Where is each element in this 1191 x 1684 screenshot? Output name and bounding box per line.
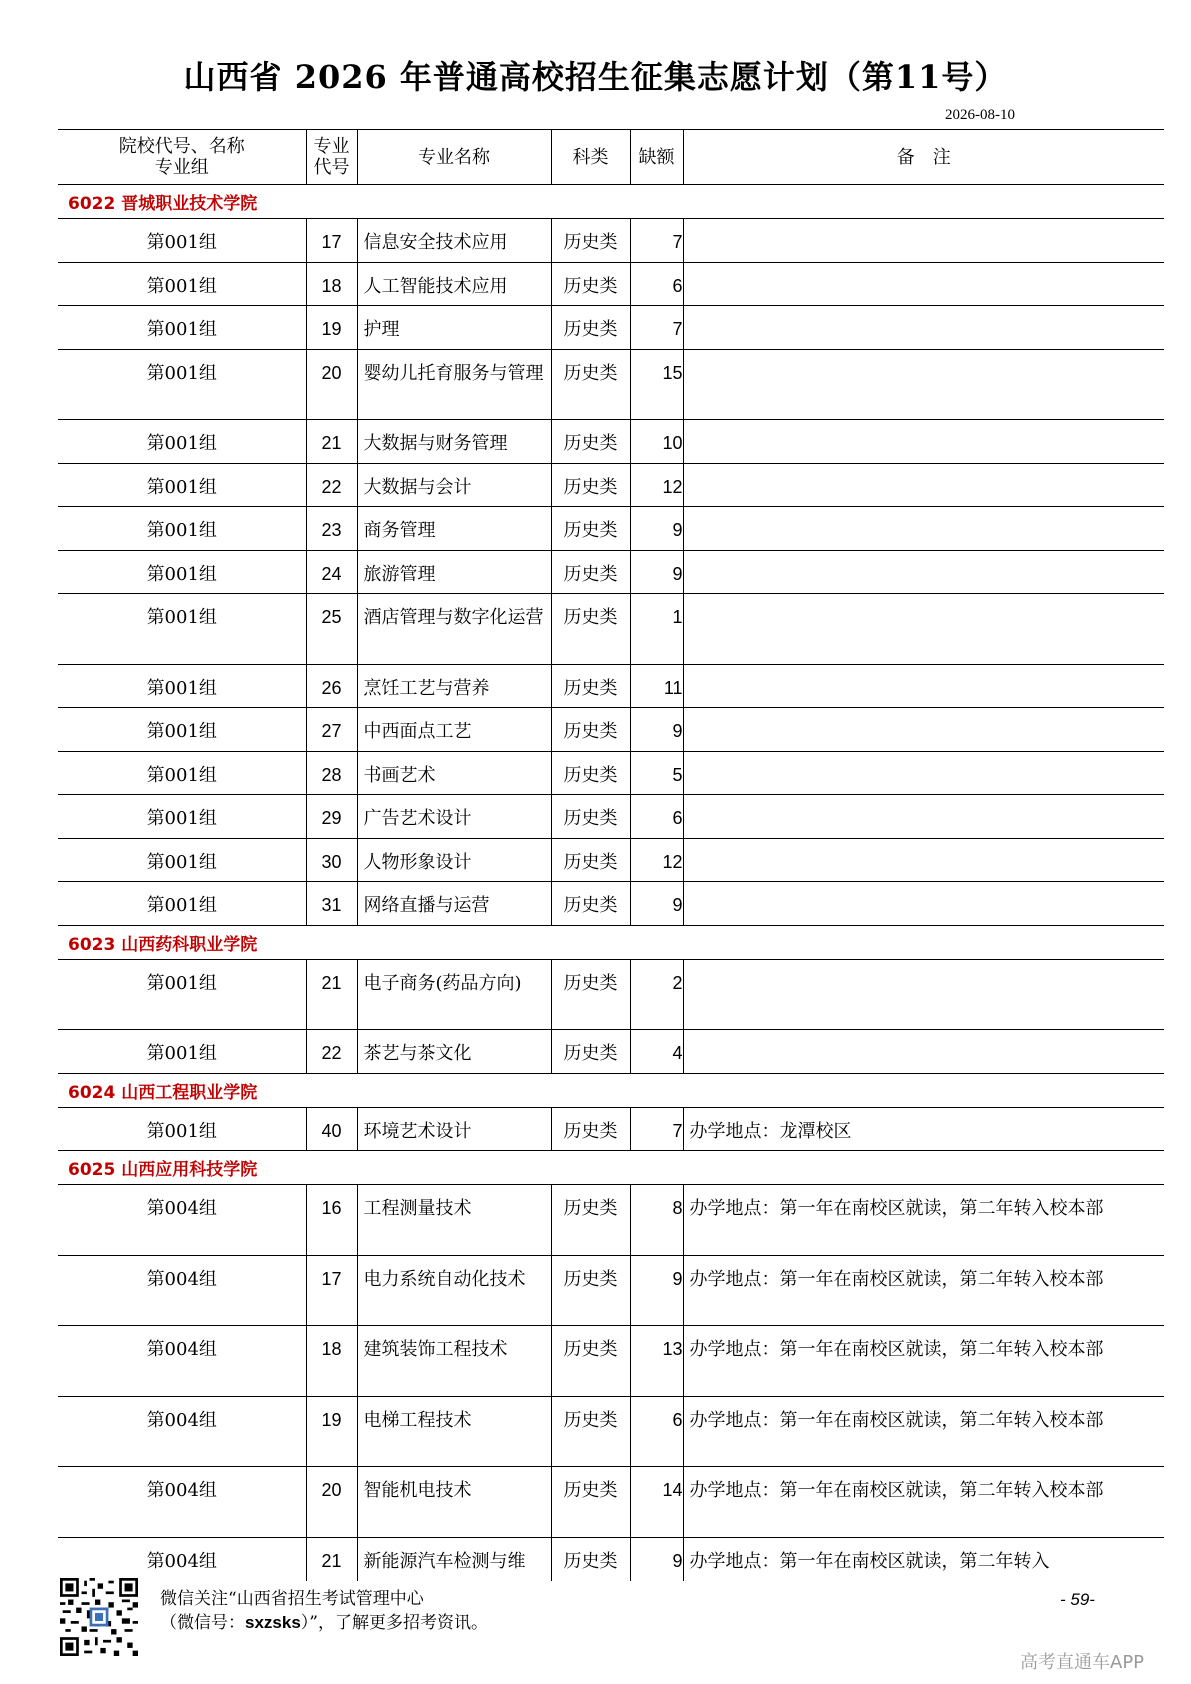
group-cell: 第004组	[58, 1396, 306, 1467]
type-cell: 历史类	[551, 708, 630, 752]
note-cell: 办学地点：第一年在南校区就读，第二年转入校本部	[683, 1255, 1164, 1326]
type-cell: 历史类	[551, 420, 630, 464]
table-row	[58, 664, 1164, 708]
code-cell: 21	[306, 420, 357, 464]
code-cell: 27	[306, 708, 357, 752]
type-cell: 历史类	[551, 1467, 630, 1538]
code-cell: 22	[306, 1030, 357, 1074]
header-major: 专业名称	[357, 130, 551, 185]
group-cell: 第001组	[58, 349, 306, 420]
group-cell: 第001组	[58, 751, 306, 795]
table-row	[58, 349, 1164, 420]
note-cell	[683, 594, 1164, 665]
type-cell: 历史类	[551, 959, 630, 1030]
group-cell: 第004组	[58, 1185, 306, 1256]
code-cell: 26	[306, 664, 357, 708]
table-row	[58, 463, 1164, 507]
code-cell: 31	[306, 882, 357, 926]
note-cell	[683, 708, 1164, 752]
table-row	[58, 550, 1164, 594]
group-cell: 第001组	[58, 594, 306, 665]
major-cell: 信息安全技术应用	[357, 219, 551, 263]
note-cell	[683, 262, 1164, 306]
group-cell: 第001组	[58, 420, 306, 464]
table-row	[58, 1537, 1164, 1581]
table-row	[58, 1107, 1164, 1151]
major-cell: 电力系统自动化技术	[357, 1255, 551, 1326]
group-cell: 第001组	[58, 1030, 306, 1074]
header-quota: 缺额	[630, 130, 683, 185]
major-cell: 烹饪工艺与营养	[357, 664, 551, 708]
type-cell: 历史类	[551, 349, 630, 420]
type-cell: 历史类	[551, 1396, 630, 1467]
code-cell: 20	[306, 349, 357, 420]
major-cell: 广告艺术设计	[357, 795, 551, 839]
major-cell: 中西面点工艺	[357, 708, 551, 752]
group-cell: 第001组	[58, 708, 306, 752]
app-watermark: 高考直通车APP	[1020, 1652, 1145, 1673]
group-cell: 第001组	[58, 306, 306, 350]
code-cell: 16	[306, 1185, 357, 1256]
code-cell: 17	[306, 219, 357, 263]
group-cell: 第004组	[58, 1326, 306, 1397]
group-cell: 第001组	[58, 219, 306, 263]
type-cell: 历史类	[551, 882, 630, 926]
type-cell: 历史类	[551, 1030, 630, 1074]
table-row	[58, 838, 1164, 882]
code-cell: 28	[306, 751, 357, 795]
group-cell: 第001组	[58, 882, 306, 926]
code-cell: 21	[306, 1537, 357, 1581]
note-cell	[683, 882, 1164, 926]
quota-cell: 10	[630, 420, 683, 464]
note-cell: 办学地点：第一年在南校区就读，第二年转入	[683, 1537, 1164, 1581]
quota-cell: 9	[630, 882, 683, 926]
note-cell	[683, 1030, 1164, 1074]
table-row	[58, 959, 1164, 1030]
table-row	[58, 1255, 1164, 1326]
type-cell: 历史类	[551, 594, 630, 665]
major-cell: 环境艺术设计	[357, 1107, 551, 1151]
code-cell: 23	[306, 507, 357, 551]
table-row	[58, 219, 1164, 263]
major-cell: 建筑装饰工程技术	[357, 1326, 551, 1397]
major-cell: 人物形象设计	[357, 838, 551, 882]
code-cell: 29	[306, 795, 357, 839]
table-row	[58, 594, 1164, 665]
plan-table	[58, 129, 1164, 1581]
major-cell: 大数据与财务管理	[357, 420, 551, 464]
type-cell: 历史类	[551, 1537, 630, 1581]
table-row	[58, 1030, 1164, 1074]
note-cell: 办学地点：第一年在南校区就读，第二年转入校本部	[683, 1326, 1164, 1397]
school-row	[58, 1073, 1164, 1107]
group-cell: 第001组	[58, 262, 306, 306]
group-cell: 第004组	[58, 1255, 306, 1326]
code-cell: 17	[306, 1255, 357, 1326]
footer-notice	[160, 1587, 488, 1635]
quota-cell: 9	[630, 1537, 683, 1581]
quota-cell: 6	[630, 262, 683, 306]
quota-cell: 5	[630, 751, 683, 795]
type-cell: 历史类	[551, 507, 630, 551]
note-cell: 办学地点：第一年在南校区就读，第二年转入校本部	[683, 1467, 1164, 1538]
table-row	[58, 420, 1164, 464]
table-row	[58, 1185, 1164, 1256]
quota-cell: 6	[630, 795, 683, 839]
major-cell: 婴幼儿托育服务与管理	[357, 349, 551, 420]
major-cell: 旅游管理	[357, 550, 551, 594]
code-cell: 24	[306, 550, 357, 594]
quota-cell: 14	[630, 1467, 683, 1538]
quota-cell: 7	[630, 306, 683, 350]
page-title: 山西省 2026 年普通高校招生征集志愿计划（第11号）	[183, 58, 1008, 96]
note-cell	[683, 664, 1164, 708]
table-row	[58, 1467, 1164, 1538]
group-cell: 第004组	[58, 1467, 306, 1538]
note-cell	[683, 795, 1164, 839]
type-cell: 历史类	[551, 219, 630, 263]
major-cell: 书画艺术	[357, 751, 551, 795]
type-cell: 历史类	[551, 306, 630, 350]
quota-cell: 9	[630, 708, 683, 752]
quota-cell: 1	[630, 594, 683, 665]
group-cell: 第001组	[58, 1107, 306, 1151]
group-cell: 第001组	[58, 795, 306, 839]
school-name: 6025 山西应用科技学院	[58, 1151, 1164, 1185]
major-cell: 大数据与会计	[357, 463, 551, 507]
major-cell: 护理	[357, 306, 551, 350]
group-cell: 第001组	[58, 507, 306, 551]
quota-cell: 9	[630, 507, 683, 551]
note-cell: 办学地点：龙潭校区	[683, 1107, 1164, 1151]
quota-cell: 6	[630, 1396, 683, 1467]
code-cell: 40	[306, 1107, 357, 1151]
table-row	[58, 1396, 1164, 1467]
table-row	[58, 1326, 1164, 1397]
major-cell: 电子商务(药品方向)	[357, 959, 551, 1030]
code-cell: 30	[306, 838, 357, 882]
quota-cell: 8	[630, 1185, 683, 1256]
type-cell: 历史类	[551, 1107, 630, 1151]
quota-cell: 2	[630, 959, 683, 1030]
major-cell: 电梯工程技术	[357, 1396, 551, 1467]
type-cell: 历史类	[551, 751, 630, 795]
school-row	[58, 185, 1164, 219]
header-code: 专业 代号	[306, 130, 357, 185]
type-cell: 历史类	[551, 550, 630, 594]
footer-line-1: 微信关注“山西省招生考试管理中心	[160, 1589, 424, 1609]
quota-cell: 9	[630, 1255, 683, 1326]
major-cell: 人工智能技术应用	[357, 262, 551, 306]
note-cell	[683, 219, 1164, 263]
group-cell: 第004组	[146, 1550, 217, 1572]
type-cell: 历史类	[551, 795, 630, 839]
table-row	[58, 882, 1164, 926]
type-cell: 历史类	[551, 664, 630, 708]
code-cell: 18	[306, 262, 357, 306]
quota-cell: 7	[630, 1107, 683, 1151]
group-cell: 第001组	[58, 959, 306, 1030]
table-row	[58, 306, 1164, 350]
footer-line-2: （微信号：sxzsks）”，了解更多招考资讯。	[160, 1613, 488, 1633]
major-cell: 酒店管理与数字化运营	[357, 594, 551, 665]
note-cell	[683, 349, 1164, 420]
major-cell: 工程测量技术	[357, 1185, 551, 1256]
note-cell: 办学地点：第一年在南校区就读，第二年转入校本部	[683, 1396, 1164, 1467]
type-cell: 历史类	[551, 262, 630, 306]
quota-cell: 13	[630, 1326, 683, 1397]
header-note: 备 注	[683, 130, 1164, 185]
note-cell: 办学地点：第一年在南校区就读，第二年转入校本部	[683, 1185, 1164, 1256]
major-cell: 茶艺与茶文化	[357, 1030, 551, 1074]
note-cell	[683, 838, 1164, 882]
school-name: 6024 山西工程职业学院	[58, 1073, 1164, 1107]
code-cell: 25	[306, 594, 357, 665]
school-row	[58, 1151, 1164, 1185]
wechat-id: sxzsks	[245, 1613, 301, 1632]
type-cell: 历史类	[551, 1255, 630, 1326]
qr-code-icon	[60, 1578, 138, 1656]
code-cell: 19	[306, 306, 357, 350]
quota-cell: 4	[630, 1030, 683, 1074]
group-cell: 第001组	[58, 550, 306, 594]
note-cell	[683, 420, 1164, 464]
quota-cell: 7	[630, 219, 683, 263]
quota-cell: 11	[630, 664, 683, 708]
note-cell	[683, 959, 1164, 1030]
table-body	[58, 185, 1164, 1582]
table-header-row	[58, 130, 1164, 185]
group-cell: 第001组	[58, 463, 306, 507]
major-cell: 商务管理	[357, 507, 551, 551]
major-cell: 新能源汽车检测与维	[357, 1537, 551, 1581]
note-cell	[683, 751, 1164, 795]
type-cell: 历史类	[551, 1185, 630, 1256]
major-cell: 智能机电技术	[357, 1467, 551, 1538]
group-cell: 第001组	[58, 664, 306, 708]
note-cell	[683, 507, 1164, 551]
school-name: 6022 晋城职业技术学院	[58, 185, 1164, 219]
code-cell: 21	[306, 959, 357, 1030]
table-row	[58, 708, 1164, 752]
code-cell: 20	[306, 1467, 357, 1538]
table-row	[58, 795, 1164, 839]
code-cell: 22	[306, 463, 357, 507]
group-cell: 第001组	[58, 838, 306, 882]
header-school: 院校代号、名称 专业组	[58, 130, 306, 185]
header-type: 科类	[551, 130, 630, 185]
school-row	[58, 925, 1164, 959]
quota-cell: 15	[630, 349, 683, 420]
page-number: - 59-	[1060, 1590, 1095, 1609]
table-row	[58, 751, 1164, 795]
quota-cell: 12	[630, 463, 683, 507]
table-row	[58, 507, 1164, 551]
type-cell: 历史类	[551, 463, 630, 507]
type-cell: 历史类	[551, 838, 630, 882]
quota-cell: 9	[630, 550, 683, 594]
code-cell: 18	[306, 1326, 357, 1397]
publish-date: 2026-08-10	[945, 107, 1015, 123]
note-cell	[683, 463, 1164, 507]
type-cell: 历史类	[551, 1326, 630, 1397]
school-name: 6023 山西药科职业学院	[58, 925, 1164, 959]
note-cell	[683, 550, 1164, 594]
table-row	[58, 262, 1164, 306]
code-cell: 19	[306, 1396, 357, 1467]
quota-cell: 12	[630, 838, 683, 882]
major-cell: 网络直播与运营	[357, 882, 551, 926]
note-cell	[683, 306, 1164, 350]
